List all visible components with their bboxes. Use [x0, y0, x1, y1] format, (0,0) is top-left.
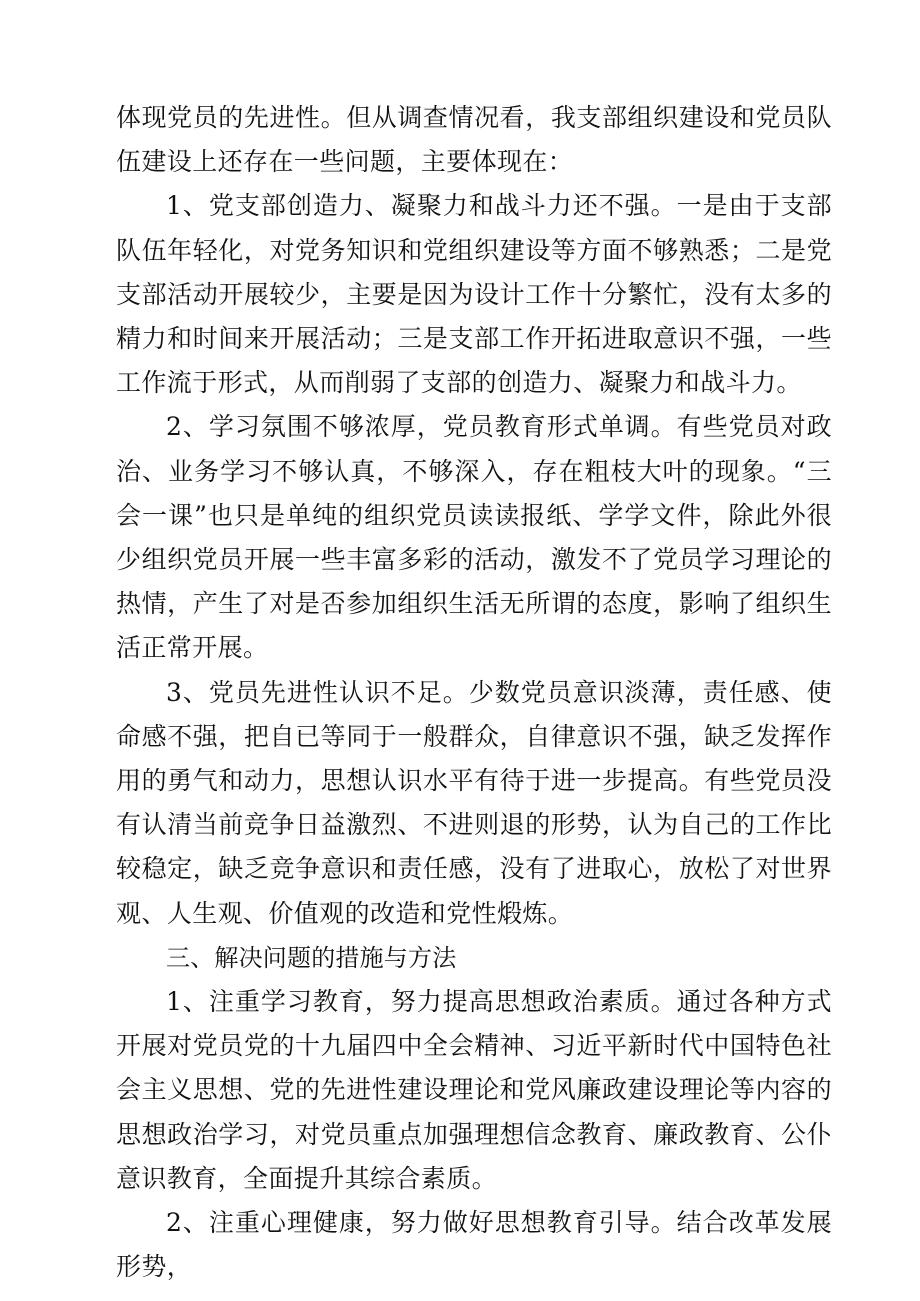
paragraph-issue-3: 3、党员先进性认识不足。少数党员意识淡薄，责任感、使命感不强，把自已等同于一般群众，自律意识不强，缺乏发挥作用的勇气和动力，思想认识水平有待于进一步提高。有些党员没有认清当前竞争日益激烈、不进则退的形势，认为自己的工作比较稳定，缺乏竞争意识和责任感，没有了进取心，放松了对世界观、人生观、价值观的改造和党性煅炼。: [116, 677, 832, 928]
section-heading: 三、解决问题的措施与方法: [166, 943, 457, 972]
paragraph-measure-2: 2、注重心理健康，努力做好思想教育引导。结合改革发展形势，: [116, 1208, 832, 1282]
document-body: [116, 96, 832, 1289]
paragraph-measure-1: 1、注重学习教育，努力提高思想政治素质。通过各种方式开展对党员党的十九届四中全会精神、习近平新时代中国特色社会主义思想、党的先进性建设理论和党风廉政建设理论等内容的思想政治学习，对党员重点加强理想信念教育、廉政教育、公仆意识教育，全面提升其综合素质。: [116, 987, 832, 1193]
paragraph-continuation: 体现党员的先进性。但从调查情况看，我支部组织建设和党员队伍建设上还存在一些问题，主要体现在：: [116, 103, 832, 177]
paragraph-issue-2: 2、学习氛围不够浓厚，党员教育形式单调。有些党员对政治、业务学习不够认真，不够深入，存在粗枝大叶的现象。“三会一课”也只是单纯的组织党员读读报纸、学学文件，除此外很少组织党员开展一些丰富多彩的活动，激发不了党员学习理论的热情，产生了对是否参加组织生活无所谓的态度，影响了组织生活正常开展。: [116, 412, 832, 663]
paragraph-issue-1: 1、党支部创造力、凝聚力和战斗力还不强。一是由于支部队伍年轻化，对党务知识和党组织建设等方面不够熟悉；二是党支部活动开展较少，主要是因为设计工作十分繁忙，没有太多的精力和时间来开展活动；三是支部工作开拓进取意识不强，一些工作流于形式，从而削弱了支部的创造力、凝聚力和战斗力。: [116, 191, 832, 398]
